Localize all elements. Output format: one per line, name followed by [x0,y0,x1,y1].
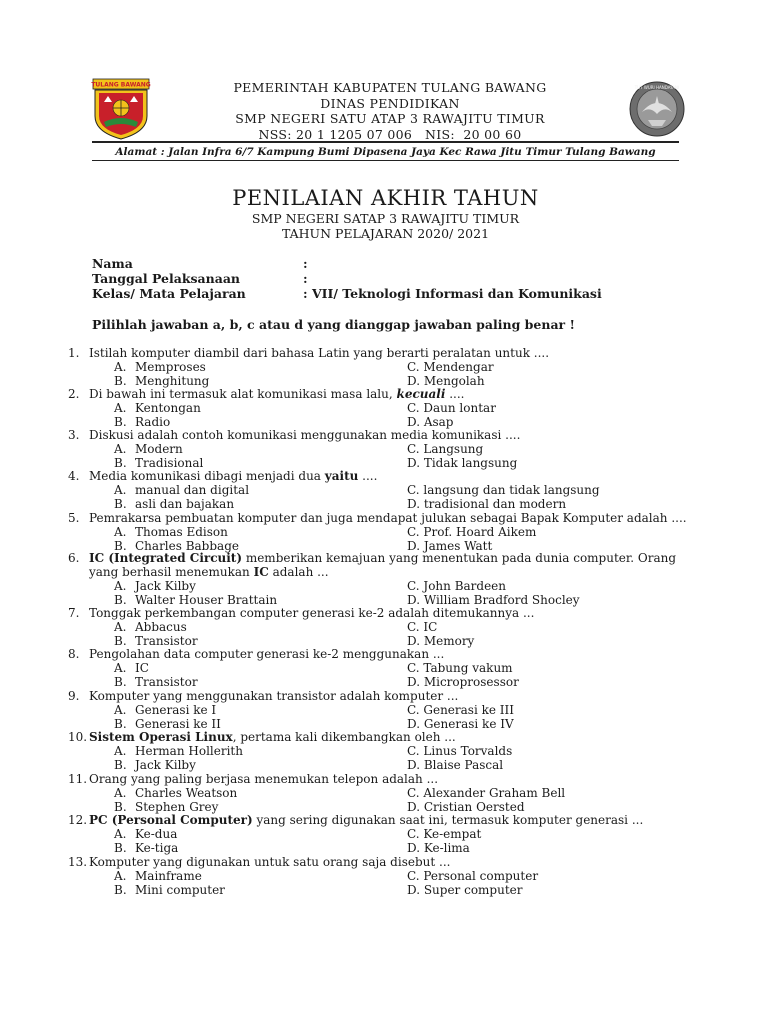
exam-title: PENILAIAN AKHIR TAHUN [232,186,539,210]
letterhead-line-1: PEMERINTAH KABUPATEN TULANG BAWANG [233,80,547,95]
option-a [114,704,216,718]
question-text [89,512,688,526]
option-letter: A. [114,743,127,758]
option-d: D. tradisional dan modern [407,496,567,511]
option-letter: A. [114,826,127,841]
option-row [68,745,688,759]
question-text [89,648,688,662]
option-text: Menghitung [135,373,210,388]
option-letter: A. [114,660,127,675]
option-text: Mainframe [135,868,202,883]
option-row [68,580,688,594]
question-text-segment: Komputer yang menggunakan transistor adalah komputer ... [89,689,459,703]
option-d: D. James Watt [407,538,493,553]
option-text: Abbacus [135,619,187,634]
option-row [68,402,688,416]
option-row [68,443,688,457]
option-a [114,443,183,457]
question-text [89,429,688,443]
option-letter: B. [114,538,127,553]
question-number: 8. [68,647,80,661]
option-d: D. Memory [407,633,475,648]
question-number: 12. [68,813,88,827]
question-number: 1. [68,346,80,360]
question-text-segment: Di bawah ini termasuk alat komunikasi masa lalu, [89,387,397,401]
option-c: C. Daun lontar [407,400,496,415]
question-item [68,347,688,389]
question-text-segment: Komputer yang digunakan untuk satu orang saja disebut ... [89,855,451,869]
identity-label: Nama [92,256,133,271]
option-text: Generasi ke II [135,716,221,731]
question-text-segment: Orang yang paling berjasa menemukan telepon adalah ... [89,772,439,786]
option-letter: B. [114,840,127,855]
question-number: 11. [68,772,88,786]
question-text [89,552,688,580]
option-a [114,870,202,884]
question-item [68,856,688,898]
option-b [114,498,234,512]
question-number: 7. [68,606,80,620]
option-d: D. Cristian Oersted [407,799,525,814]
question-text-segment: yang sering digunakan saat ini, termasuk komputer generasi ... [252,813,644,827]
option-text: asli dan bajakan [135,496,235,511]
option-c: C. langsung dan tidak langsung [407,482,600,497]
option-d: D. Ke-lima [407,840,470,855]
question-number: 3. [68,428,80,442]
option-row [68,526,688,540]
option-text: Modern [135,441,183,456]
question-item [68,607,688,649]
question-text [89,388,688,402]
question-text-segment: Pengolahan data computer generasi ke-2 menggunakan ... [89,647,445,661]
option-c: C. Alexander Graham Bell [407,785,566,800]
question-text [89,470,688,484]
option-letter: A. [114,482,127,497]
option-letter: B. [114,757,127,772]
option-text: Herman Hollerith [135,743,243,758]
option-letter: A. [114,619,127,634]
letterhead-divider-thick [92,141,679,143]
question-item [68,690,688,732]
question-text-segment: Media komunikasi dibagi menjadi dua [89,469,325,483]
question-item [68,648,688,690]
option-c: C. Ke-empat [407,826,482,841]
question-text-segment: IC [253,564,269,579]
option-text: Transistor [135,674,198,689]
exam-year: TAHUN PELAJARAN 2020/ 2021 [281,226,490,241]
question-item [68,773,688,815]
question-item [68,388,688,430]
question-text-segment: IC (Integrated Circuit) [89,551,243,565]
question-item [68,512,688,554]
option-a [114,828,177,842]
question-number: 6. [68,551,80,565]
question-text-segment: PC (Personal Computer) [89,813,253,827]
option-b [114,884,225,898]
question-text-segment: .... [358,469,378,483]
identity-value: : VII/ Teknologi Informasi dan Komunikasi [303,286,602,301]
option-c: C. Langsung [407,441,484,456]
question-text-segment: Tonggak perkembangan computer generasi ke-2 adalah ditemukannya ... [89,606,535,620]
option-d: D. Mengolah [407,373,485,388]
option-letter: A. [114,441,127,456]
option-a [114,361,206,375]
option-row [68,842,688,856]
option-row [68,787,688,801]
option-row [68,662,688,676]
option-letter: B. [114,592,127,607]
option-a [114,580,196,594]
option-a [114,402,201,416]
option-text: Stephen Grey [135,799,219,814]
question-text-segment: memberikan kemajuan yang menentukan pada dunia computer. Orang yang berhasil menemukan [89,551,677,579]
option-row [68,676,688,690]
option-row [68,884,688,898]
option-a [114,484,249,498]
option-letter: B. [114,716,127,731]
option-letter: A. [114,868,127,883]
option-d: D. Super computer [407,882,523,897]
question-text [89,607,688,621]
letterhead-line-4: NSS: 20 1 1205 07 006 NIS: 20 00 60 [258,126,522,142]
option-text: Thomas Edison [135,524,228,539]
question-item [68,814,688,856]
option-letter: B. [114,414,127,429]
option-a [114,621,187,635]
option-d: D. Blaise Pascal [407,757,504,772]
option-letter: B. [114,882,127,897]
question-number: 5. [68,511,80,525]
question-number: 13. [68,855,88,869]
option-text: Mini computer [135,882,225,897]
option-row [68,759,688,773]
option-letter: B. [114,633,127,648]
letterhead [92,80,688,142]
option-text: Jack Kilby [135,578,196,593]
option-c: C. Prof. Hoard Aikem [407,524,537,539]
identity-value: : [303,271,308,286]
identity-value: : [303,256,308,271]
option-text: Walter Houser Brattain [135,592,278,607]
option-letter: A. [114,400,127,415]
option-row [68,484,688,498]
option-row [68,828,688,842]
question-text-segment: Pemrakarsa pembuatan komputer dan juga mendapat julukan sebagai Bapak Komputer adalah .... [89,511,687,525]
question-text-segment: Istilah komputer diambil dari bahasa Latin yang berarti peralatan untuk .... [89,346,550,360]
option-text: Ke-dua [135,826,178,841]
option-letter: B. [114,496,127,511]
option-b [114,759,196,773]
option-row [68,870,688,884]
question-number: 10. [68,730,88,744]
exam-subtitle [92,211,679,241]
option-d: D. Asap [407,414,454,429]
option-a [114,787,237,801]
identity-label: Tanggal Pelaksanaan [92,271,241,286]
option-a [114,526,228,540]
option-c: C. Mendengar [407,359,494,374]
option-row [68,621,688,635]
question-text [89,773,688,787]
question-text-segment: , pertama kali dikembangkan oleh ... [232,730,456,744]
option-b [114,842,178,856]
option-text: IC [135,660,149,675]
identity-label: Kelas/ Mata Pelajaran [92,286,246,301]
option-c: C. Linus Torvalds [407,743,513,758]
option-c: C. Personal computer [407,868,539,883]
option-text: Memproses [135,359,206,374]
option-c: C. Generasi ke III [407,702,515,717]
option-text: Generasi ke I [135,702,217,717]
question-text-segment: Sistem Operasi Linux [89,730,233,744]
option-text: Kentongan [135,400,201,415]
question-text [89,690,688,704]
option-letter: A. [114,524,127,539]
letterhead-line-3: SMP NEGERI SATU ATAP 3 RAWAJITU TIMUR [235,111,545,126]
option-text: Charles Weatson [135,785,238,800]
option-text: Radio [135,414,171,429]
question-text [89,731,688,745]
option-letter: B. [114,674,127,689]
question-text [89,347,688,361]
exam-school: SMP NEGERI SATAP 3 RAWAJITU TIMUR [251,211,520,226]
question-item [68,552,688,608]
option-letter: B. [114,799,127,814]
question-text-segment: kecuali [396,387,446,401]
option-row [68,361,688,375]
option-c: C. IC [407,619,438,634]
option-letter: B. [114,373,127,388]
question-text-segment: Diskusi adalah contoh komunikasi menggunakan media komunikasi .... [89,428,521,442]
question-number: 4. [68,469,80,483]
option-d: D. Microprosessor [407,674,519,689]
option-d: D. William Bradford Shocley [407,592,580,607]
option-row [68,498,688,512]
question-text [89,856,688,870]
question-text [89,814,688,828]
option-c: C. Tabung vakum [407,660,513,675]
option-text: Charles Babbage [135,538,239,553]
question-text-segment: adalah ... [268,564,329,579]
option-text: Tradisional [135,455,204,470]
option-b [114,676,198,690]
svg-text:TULANG BAWANG: TULANG BAWANG [91,81,151,89]
option-letter: B. [114,455,127,470]
option-a [114,745,243,759]
option-text: Jack Kilby [135,757,196,772]
question-item [68,731,688,773]
option-a [114,662,149,676]
option-row [68,704,688,718]
option-text: manual dan digital [135,482,250,497]
question-number: 2. [68,387,80,401]
option-d: D. Generasi ke IV [407,716,514,731]
option-text: Ke-tiga [135,840,179,855]
option-c: C. John Bardeen [407,578,507,593]
option-letter: A. [114,359,127,374]
svg-text:TUT WURI HANDAYANI: TUT WURI HANDAYANI [634,85,680,90]
school-address: Alamat : Jalan Infra 6/7 Kampung Bumi Dipasena Jaya Kec Rawa Jitu Timur Tulang Bawang [115,146,656,158]
option-d: D. Tidak langsung [407,455,518,470]
question-item [68,470,688,512]
option-letter: A. [114,578,127,593]
question-text-segment: yaitu [324,469,359,483]
letterhead-divider-thin [92,160,679,161]
question-number: 9. [68,689,80,703]
instruction-text: Pilihlah jawaban a, b, c atau d yang dianggap jawaban paling benar ! [92,317,575,332]
question-item [68,429,688,471]
letterhead-line-2: DINAS PENDIDIKAN [320,95,460,111]
option-letter: A. [114,785,127,800]
option-text: Transistor [135,633,198,648]
question-text-segment: .... [445,387,465,401]
option-letter: A. [114,702,127,717]
